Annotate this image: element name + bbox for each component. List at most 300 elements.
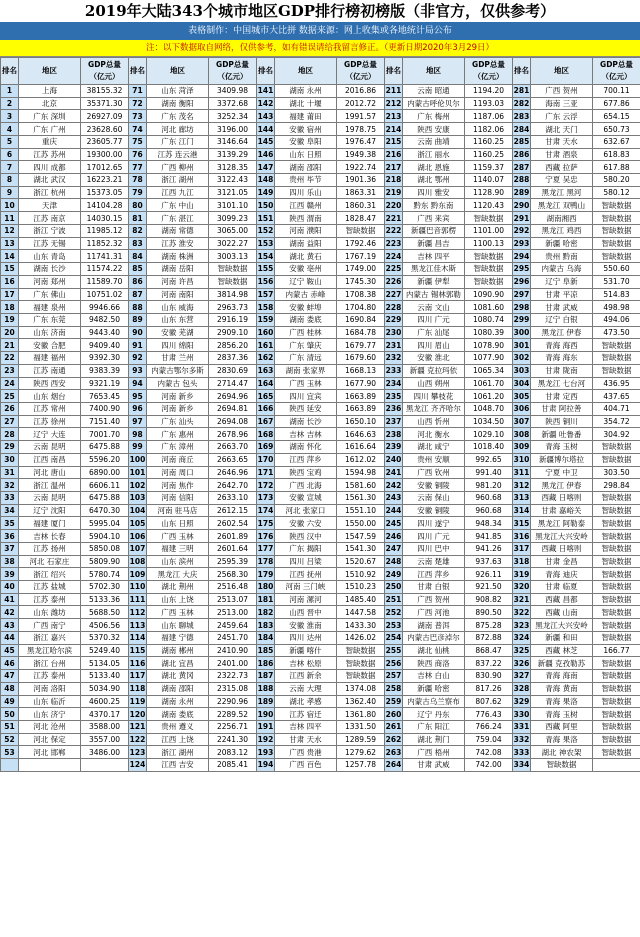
region-cell: 四川 巴中 <box>403 542 465 555</box>
gdp-cell: 1160.25 <box>465 135 513 148</box>
table-row <box>1 720 640 733</box>
rank-cell: 174 <box>257 506 274 516</box>
gdp-cell: 494.06 <box>593 313 640 326</box>
gdp-cell: 2289.52 <box>209 708 257 721</box>
region-cell: 江西 九江 <box>147 186 209 199</box>
gdp-cell: 3146.64 <box>209 135 257 148</box>
gdp-cell: 3814.98 <box>209 288 257 301</box>
region-cell: 新疆 哈密 <box>403 682 465 695</box>
gdp-cell: 1976.47 <box>337 135 385 148</box>
gdp-cell: 3557.00 <box>81 733 129 746</box>
gdp-cell: 9321.19 <box>81 377 129 390</box>
region-cell: 山东 日照 <box>147 517 209 530</box>
region-cell: 湖北 十堰 <box>275 97 337 110</box>
rank-cell: 120 <box>129 709 146 719</box>
rank-cell: 35 <box>1 517 19 530</box>
region-cell: 甘肃 嘉峪关 <box>531 504 593 517</box>
rank-cell: 155 <box>257 264 274 274</box>
region-cell: 河南 郑州 <box>19 275 81 288</box>
region-cell: 吉林 长春 <box>19 530 81 543</box>
rank-cell: 178 <box>257 556 274 566</box>
rank-cell: 7 <box>1 161 19 174</box>
region-cell: 青海 黄南 <box>531 682 593 695</box>
gdp-cell: 5688.50 <box>81 606 129 619</box>
rank-cell: 301 <box>513 340 530 350</box>
region-cell: 安徽 铜陵 <box>403 479 465 492</box>
rank-cell: 166 <box>257 404 274 414</box>
gdp-cell: 3128.35 <box>209 161 257 174</box>
gdp-cell: 514.83 <box>593 288 640 301</box>
rank-cell: 227 <box>385 289 402 299</box>
gdp-cell: 654.15 <box>593 110 640 123</box>
rank-cell: 119 <box>129 696 146 706</box>
table-row <box>1 517 640 530</box>
gdp-cell: 智缺数据 <box>593 568 640 581</box>
gdp-cell: 2410.90 <box>209 644 257 657</box>
region-cell: 甘肃 金昌 <box>531 555 593 568</box>
table-row <box>1 670 640 683</box>
gdp-cell: 2290.96 <box>209 695 257 708</box>
rank-cell: 286 <box>513 149 530 159</box>
gdp-cell: 智缺数据 <box>593 504 640 517</box>
rank-cell: 8 <box>1 174 19 187</box>
table-row <box>1 250 640 263</box>
region-cell: 江苏 扬州 <box>19 542 81 555</box>
gdp-cell: 2085.41 <box>209 759 257 772</box>
rank-cell: 192 <box>257 735 274 745</box>
region-cell: 贵州 黔南 <box>531 250 593 263</box>
gdp-cell: 9392.30 <box>81 352 129 365</box>
rank-cell: 214 <box>385 124 402 134</box>
gdp-cell: 1541.30 <box>337 542 385 555</box>
gdp-cell: 1510.92 <box>337 568 385 581</box>
rank-cell: 256 <box>385 658 402 668</box>
gdp-cell: 632.67 <box>593 135 640 148</box>
gdp-cell: 14030.15 <box>81 212 129 225</box>
gdp-cell: 617.88 <box>593 161 640 174</box>
header-region: 地区 <box>19 58 81 85</box>
table-row <box>1 390 640 403</box>
rank-cell: 235 <box>385 391 402 401</box>
rank-cell: 88 <box>129 301 147 314</box>
rank-cell: 182 <box>257 607 274 617</box>
gdp-cell: 1061.70 <box>465 377 513 390</box>
rank-cell: 297 <box>513 289 530 299</box>
region-cell: 江苏 宿迁 <box>275 708 337 721</box>
rank-cell: 39 <box>1 568 19 581</box>
rank-cell: 83 <box>129 237 147 250</box>
gdp-cell: 6890.00 <box>81 466 129 479</box>
table-row <box>1 631 640 644</box>
table-row <box>1 593 640 606</box>
gdp-cell: 7001.70 <box>81 428 129 441</box>
gdp-cell: 23605.77 <box>81 135 129 148</box>
gdp-cell: 1485.40 <box>337 593 385 606</box>
region-cell: 安徽 合肥 <box>19 339 81 352</box>
rank-cell: 167 <box>257 417 274 427</box>
region-cell: 湖北 黄冈 <box>147 670 209 683</box>
region-cell: 湖北 咸宁 <box>403 441 465 454</box>
gdp-cell: 35371.30 <box>81 97 129 110</box>
region-cell: 广东 江门 <box>147 135 209 148</box>
rank-cell: 224 <box>385 251 402 261</box>
region-cell: 陕西 商洛 <box>403 657 465 670</box>
region-cell: 新疆 和田 <box>531 631 593 644</box>
table-row <box>1 682 640 695</box>
region-cell: 湖南 益阳 <box>275 237 337 250</box>
rank-cell: 298 <box>513 302 530 312</box>
rank-cell: 116 <box>129 658 146 668</box>
table-row <box>1 212 640 225</box>
rank-cell: 331 <box>513 722 530 732</box>
rank-cell: 254 <box>385 633 402 643</box>
gdp-cell: 742.00 <box>465 759 513 772</box>
region-cell: 湖南 株洲 <box>147 250 209 263</box>
rank-cell: 262 <box>385 735 402 745</box>
gdp-cell: 1120.43 <box>465 199 513 212</box>
region-cell: 安徽 六安 <box>275 517 337 530</box>
gdp-cell: 868.47 <box>465 644 513 657</box>
region-cell: 内蒙古 锡林郭勒 <box>403 288 465 301</box>
gdp-cell: 1048.70 <box>465 402 513 415</box>
gdp-cell: 2916.19 <box>209 313 257 326</box>
region-cell: 西藏 林芝 <box>531 644 593 657</box>
gdp-cell: 981.20 <box>465 479 513 492</box>
rank-cell: 243 <box>385 493 402 503</box>
gdp-cell: 2401.00 <box>209 657 257 670</box>
region-cell: 甘肃 酒泉 <box>531 148 593 161</box>
rank-cell: 9 <box>1 186 19 199</box>
rank-cell: 216 <box>385 149 402 159</box>
region-cell: 广东 揭阳 <box>275 542 337 555</box>
table-row <box>1 695 640 708</box>
region-cell: 广西 桂林 <box>275 326 337 339</box>
rank-cell: 121 <box>129 722 146 732</box>
rank-cell: 258 <box>385 684 402 694</box>
gdp-cell: 1077.90 <box>465 352 513 365</box>
region-cell: 江苏 泰州 <box>19 593 81 606</box>
gdp-cell: 1550.00 <box>337 517 385 530</box>
rank-cell: 169 <box>257 442 274 452</box>
gdp-cell: 580.12 <box>593 186 640 199</box>
table-row <box>1 530 640 543</box>
region-cell: 广东 漳州 <box>147 441 209 454</box>
region-cell: 河北 唐山 <box>19 466 81 479</box>
region-cell: 福建 福州 <box>19 352 81 365</box>
gdp-cell: 2083.12 <box>209 746 257 759</box>
gdp-cell: 智缺数据 <box>593 237 640 250</box>
gdp-cell: 908.82 <box>465 593 513 606</box>
rank-cell: 222 <box>385 226 402 236</box>
region-cell: 贵州 毕节 <box>275 174 337 187</box>
table-row <box>1 606 640 619</box>
rank-cell: 179 <box>257 569 274 579</box>
region-cell: 安徽 亳州 <box>275 263 337 276</box>
rank-cell: 106 <box>129 531 146 541</box>
rank-cell: 10 <box>1 199 19 212</box>
region-cell: 云南 昭通 <box>403 85 465 98</box>
rank-cell: 255 <box>385 645 402 655</box>
region-cell: 广东 惠州 <box>147 428 209 441</box>
region-cell: 辽宁 沈阳 <box>19 504 81 517</box>
gdp-cell: 5134.05 <box>81 657 129 670</box>
region-cell: 广东 湛江 <box>147 212 209 225</box>
rank-cell: 259 <box>385 696 402 706</box>
region-cell: 山东 聊城 <box>147 619 209 632</box>
region-cell: 吉林 四平 <box>275 720 337 733</box>
rank-cell: 111 <box>129 595 146 605</box>
rank-cell: 242 <box>385 480 402 490</box>
rank-cell: 193 <box>257 747 274 757</box>
rank-cell: 113 <box>129 620 146 630</box>
gdp-cell: 5809.90 <box>81 555 129 568</box>
region-cell: 山东 烟台 <box>19 390 81 403</box>
gdp-cell: 9443.40 <box>81 326 129 339</box>
region-cell: 四川 成都 <box>19 161 81 174</box>
rank-cell: 117 <box>129 671 146 681</box>
region-cell: 黑龙江大兴安岭 <box>531 530 593 543</box>
gdp-cell: 3196.00 <box>209 123 257 136</box>
region-cell: 湖北 武汉 <box>19 174 81 187</box>
region-cell: 四川 宜宾 <box>275 390 337 403</box>
region-cell: 辽宁 丹东 <box>403 708 465 721</box>
region-cell: 黑龙江 黑河 <box>531 186 593 199</box>
region-cell: 云南 昆明 <box>19 441 81 454</box>
gdp-cell: 1029.10 <box>465 428 513 441</box>
rank-cell: 213 <box>385 111 402 121</box>
region-cell: 西藏 日喀则 <box>531 492 593 505</box>
gdp-cell: 875.28 <box>465 619 513 632</box>
gdp-cell: 303.50 <box>593 466 640 479</box>
region-cell: 山东 济南 <box>19 326 81 339</box>
gdp-cell: 19300.00 <box>81 148 129 161</box>
gdp-cell: 2513.07 <box>209 593 257 606</box>
rank-cell: 102 <box>129 480 146 490</box>
region-cell: 江苏 南京 <box>19 212 81 225</box>
gdp-cell: 5850.08 <box>81 542 129 555</box>
gdp-cell: 1708.38 <box>337 288 385 301</box>
rank-cell: 156 <box>257 277 274 287</box>
gdp-cell: 1863.31 <box>337 186 385 199</box>
rank-cell: 42 <box>1 606 19 619</box>
gdp-cell: 智缺数据 <box>593 199 640 212</box>
rank-cell: 158 <box>257 302 274 312</box>
region-cell: 湖南 岳阳 <box>147 263 209 276</box>
region-cell: 吉林 白山 <box>403 670 465 683</box>
region-cell: 辽宁 阜新 <box>531 275 593 288</box>
rank-cell: 50 <box>1 708 19 721</box>
rank-cell: 124 <box>129 760 146 770</box>
gdp-cell: 智缺数据 <box>593 593 640 606</box>
rank-cell: 330 <box>513 709 530 719</box>
region-cell: 河北 衡水 <box>403 428 465 441</box>
table-row <box>1 275 640 288</box>
rank-cell: 219 <box>385 188 402 198</box>
gdp-cell: 智缺数据 <box>593 695 640 708</box>
rank-cell: 263 <box>385 747 402 757</box>
rank-cell: 53 <box>1 746 19 759</box>
rank-cell: 302 <box>513 353 530 363</box>
gdp-cell: 872.88 <box>465 631 513 644</box>
gdp-cell: 1616.64 <box>337 441 385 454</box>
rank-cell: 31 <box>1 466 19 479</box>
region-cell: 湖北 孝感 <box>275 695 337 708</box>
header-region: 地区 <box>147 58 209 85</box>
gdp-cell: 智缺数据 <box>593 720 640 733</box>
rank-cell: 22 <box>1 352 19 365</box>
rank-cell: 6 <box>1 148 19 161</box>
region-cell: 广西 玉林 <box>147 606 209 619</box>
table-row <box>1 619 640 632</box>
rank-cell: 165 <box>257 391 274 401</box>
rank-cell: 223 <box>385 238 402 248</box>
region-cell: 山东 临沂 <box>19 695 81 708</box>
rank-cell: 91 <box>129 339 147 352</box>
region-cell: 广东 汕头 <box>147 415 209 428</box>
table-row <box>1 352 640 365</box>
gdp-cell: 3372.68 <box>209 97 257 110</box>
rank-cell: 33 <box>1 492 19 505</box>
region-cell: 湖南 娄底 <box>147 708 209 721</box>
gdp-cell: 1061.20 <box>465 390 513 403</box>
rank-cell: 17 <box>1 288 19 301</box>
region-cell: 浙江 嘉兴 <box>19 631 81 644</box>
rank-cell: 34 <box>1 504 19 517</box>
gdp-cell: 3003.13 <box>209 250 257 263</box>
gdp-cell: 3588.00 <box>81 720 129 733</box>
region-cell: 湖南 娄底 <box>275 313 337 326</box>
rank-cell: 150 <box>257 200 274 210</box>
rank-cell: 115 <box>129 645 146 655</box>
gdp-cell: 智缺数据 <box>593 492 640 505</box>
region-cell: 辽宁 大连 <box>19 428 81 441</box>
rank-cell: 252 <box>385 607 402 617</box>
rank-cell: 161 <box>257 340 274 350</box>
table-row <box>1 161 640 174</box>
gdp-cell: 1426.02 <box>337 631 385 644</box>
rank-cell: 122 <box>129 735 146 745</box>
gdp-cell: 6470.30 <box>81 504 129 517</box>
gdp-cell: 5995.04 <box>81 517 129 530</box>
region-cell: 陕西 西安 <box>19 377 81 390</box>
gdp-cell: 4370.17 <box>81 708 129 721</box>
gdp-cell: 7400.90 <box>81 402 129 415</box>
rank-cell: 190 <box>257 709 274 719</box>
rank-cell: 226 <box>385 277 402 287</box>
gdp-cell: 智缺数据 <box>593 657 640 670</box>
gdp-cell: 5780.74 <box>81 568 129 581</box>
region-cell: 广东 广州 <box>19 123 81 136</box>
table-row <box>1 135 640 148</box>
gdp-cell: 837.22 <box>465 657 513 670</box>
rank-cell: 85 <box>129 263 147 276</box>
region-cell: 新疆 伊犁 <box>403 275 465 288</box>
rank-cell: 292 <box>513 226 530 236</box>
region-cell: 内蒙古 乌海 <box>531 263 593 276</box>
region-cell: 广东 深圳 <box>19 110 81 123</box>
gdp-cell: 2633.10 <box>209 492 257 505</box>
rank-cell: 45 <box>1 644 19 657</box>
rank-cell: 41 <box>1 593 19 606</box>
region-cell: 甘肃 白银 <box>403 581 465 594</box>
rank-cell: 4 <box>1 123 19 136</box>
region-cell: 河南 驻马店 <box>147 504 209 517</box>
rank-cell: 261 <box>385 722 402 732</box>
rank-cell: 177 <box>257 544 274 554</box>
region-cell: 安徽 蚌埠 <box>275 301 337 314</box>
region-cell: 黑龙江哈尔滨 <box>19 644 81 657</box>
region-cell: 甘肃 天水 <box>275 733 337 746</box>
gdp-cell: 3252.34 <box>209 110 257 123</box>
region-cell: 江西 新余 <box>275 670 337 683</box>
region-cell: 河北 廊坊 <box>147 123 209 136</box>
region-cell: 海南 三亚 <box>531 97 593 110</box>
region-cell: 辽宁 白银 <box>531 313 593 326</box>
gdp-cell: 1668.13 <box>337 364 385 377</box>
gdp-cell: 智缺数据 <box>593 733 640 746</box>
rank-cell: 171 <box>257 467 274 477</box>
gdp-cell: 智缺数据 <box>593 708 640 721</box>
rank-cell: 81 <box>129 212 147 225</box>
region-cell: 青海 玉树 <box>531 441 593 454</box>
gdp-cell: 1034.50 <box>465 415 513 428</box>
region-cell: 青海 海西 <box>531 339 593 352</box>
region-cell: 江西 萍乡 <box>403 568 465 581</box>
region-cell: 甘肃 陇南 <box>531 364 593 377</box>
gdp-cell: 智缺数据 <box>209 275 257 288</box>
region-cell: 江苏 苏州 <box>19 148 81 161</box>
rank-cell: 123 <box>129 747 146 757</box>
gdp-cell: 2602.54 <box>209 517 257 530</box>
gdp-cell: 759.04 <box>465 733 513 746</box>
region-cell: 福建 三明 <box>147 542 209 555</box>
region-cell: 云南 文山 <box>403 301 465 314</box>
region-cell: 陕西 宝鸡 <box>275 466 337 479</box>
region-cell: 新疆 吐鲁番 <box>531 428 593 441</box>
rank-cell: 245 <box>385 518 402 528</box>
rank-cell: 175 <box>257 518 274 528</box>
gdp-cell: 5370.32 <box>81 631 129 644</box>
rank-cell: 290 <box>513 200 530 210</box>
rank-cell: 108 <box>129 556 146 566</box>
gdp-cell: 3121.05 <box>209 186 257 199</box>
gdp-cell: 1690.84 <box>337 313 385 326</box>
rank-cell: 47 <box>1 670 19 683</box>
gdp-cell: 1581.60 <box>337 479 385 492</box>
region-cell <box>19 759 81 772</box>
region-cell: 四川 绵阳 <box>147 339 209 352</box>
gdp-cell: 2694.96 <box>209 390 257 403</box>
gdp-cell: 3122.43 <box>209 174 257 187</box>
rank-cell: 159 <box>257 315 274 325</box>
gdp-cell: 2612.15 <box>209 504 257 517</box>
gdp-cell: 7653.45 <box>81 390 129 403</box>
region-cell: 黑龙江佳木斯 <box>403 263 465 276</box>
gdp-cell: 1159.37 <box>465 161 513 174</box>
region-cell: 内蒙古巴彦淖尔 <box>403 631 465 644</box>
header-gdp: GDP总量（亿元） <box>81 58 129 85</box>
region-cell: 陕西 安康 <box>403 123 465 136</box>
gdp-cell: 498.98 <box>593 301 640 314</box>
gdp-cell: 5904.10 <box>81 530 129 543</box>
rank-cell: 237 <box>385 417 402 427</box>
rank-cell: 12 <box>1 224 19 237</box>
gdp-cell: 1078.90 <box>465 339 513 352</box>
header-rank: 排名 <box>513 58 531 85</box>
region-cell: 广西 贺州 <box>403 593 465 606</box>
region-cell: 吉林 四平 <box>403 250 465 263</box>
region-cell: 湖南湘西 <box>531 212 593 225</box>
